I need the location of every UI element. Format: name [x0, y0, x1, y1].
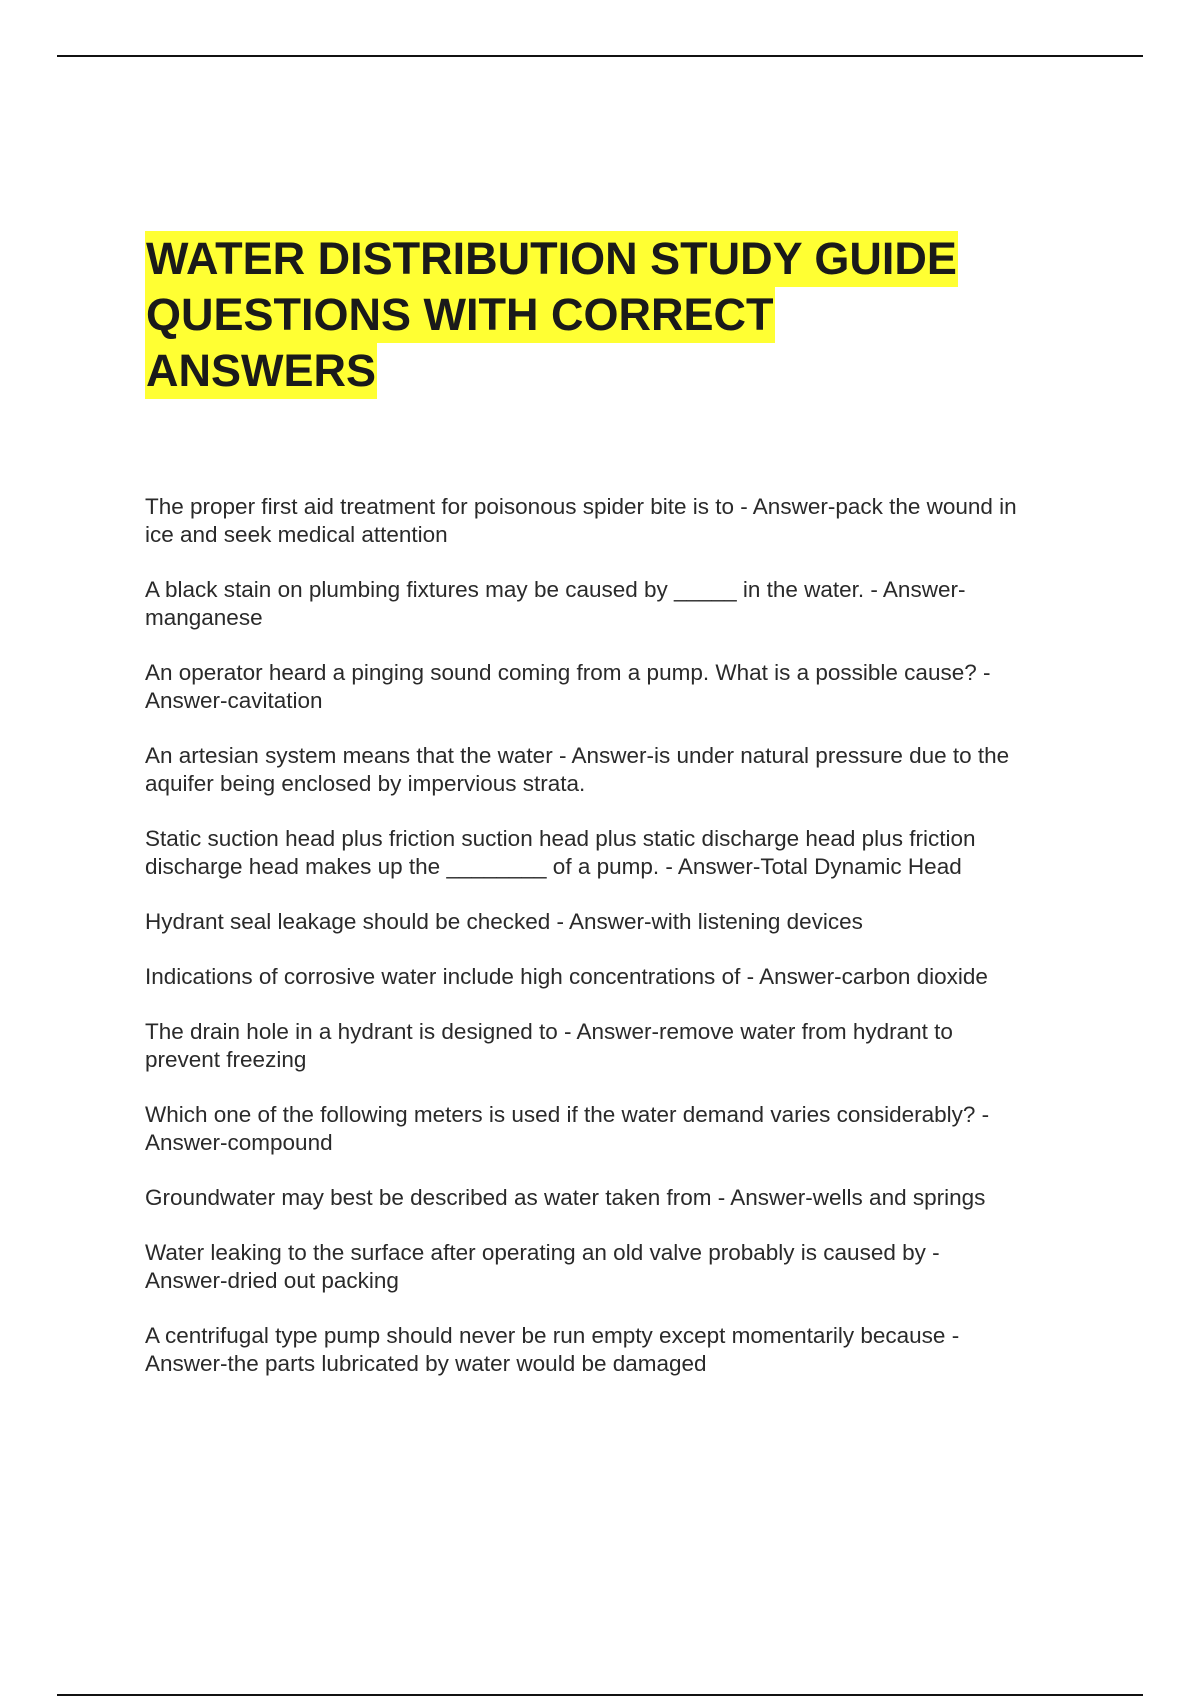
qa-item: [145, 825, 1105, 881]
qa-line: Answer-compound: [145, 1130, 333, 1155]
qa-line: Answer-cavitation: [145, 688, 323, 713]
qa-line: ice and seek medical attention: [145, 522, 448, 547]
qa-item: [145, 908, 1105, 936]
qa-line: discharge head makes up the ________ of a pump. - Answer-Total Dynamic Head: [145, 854, 962, 879]
qa-line: Static suction head plus friction suction head plus static discharge head plus friction: [145, 826, 976, 851]
title-line: QUESTIONS WITH CORRECT: [145, 287, 775, 343]
title-line: ANSWERS: [145, 343, 377, 399]
qa-item: [145, 1101, 1105, 1157]
qa-line: A centrifugal type pump should never be run empty except momentarily because -: [145, 1323, 960, 1348]
qa-item: [145, 1239, 1105, 1295]
qa-line: Indications of corrosive water include high concentrations of - Answer-carbon dioxide: [145, 964, 988, 989]
qa-line: Answer-dried out packing: [145, 1268, 399, 1293]
qa-item: [145, 963, 1105, 991]
qa-line: The proper first aid treatment for poisonous spider bite is to - Answer-pack the wound in: [145, 494, 1017, 519]
qa-item: [145, 742, 1105, 798]
document-title: [145, 231, 1045, 399]
qa-line: prevent freezing: [145, 1047, 307, 1072]
qa-line: An operator heard a pinging sound coming from a pump. What is a possible cause? -: [145, 660, 991, 685]
qa-line: The drain hole in a hydrant is designed to - Answer-remove water from hydrant to: [145, 1019, 953, 1044]
qa-line: Hydrant seal leakage should be checked - Answer-with listening devices: [145, 909, 863, 934]
qa-line: An artesian system means that the water - Answer-is under natural pressure due to the: [145, 743, 1010, 768]
qa-list: [145, 493, 1105, 1405]
qa-item: [145, 1018, 1105, 1074]
bottom-rule: [57, 1694, 1143, 1696]
qa-item: [145, 1322, 1105, 1378]
qa-line: Answer-the parts lubricated by water would be damaged: [145, 1351, 707, 1376]
qa-line: Which one of the following meters is used if the water demand varies considerably? -: [145, 1102, 990, 1127]
qa-line: aquifer being enclosed by impervious strata.: [145, 771, 586, 796]
qa-item: [145, 493, 1105, 549]
title-line: WATER DISTRIBUTION STUDY GUIDE: [145, 231, 958, 287]
qa-item: [145, 576, 1105, 632]
qa-line: manganese: [145, 605, 263, 630]
qa-item: [145, 659, 1105, 715]
qa-item: [145, 1184, 1105, 1212]
qa-line: Groundwater may best be described as water taken from - Answer-wells and springs: [145, 1185, 986, 1210]
qa-line: Water leaking to the surface after operating an old valve probably is caused by -: [145, 1240, 940, 1265]
top-rule: [57, 55, 1143, 57]
qa-line: A black stain on plumbing fixtures may be caused by _____ in the water. - Answer-: [145, 577, 966, 602]
